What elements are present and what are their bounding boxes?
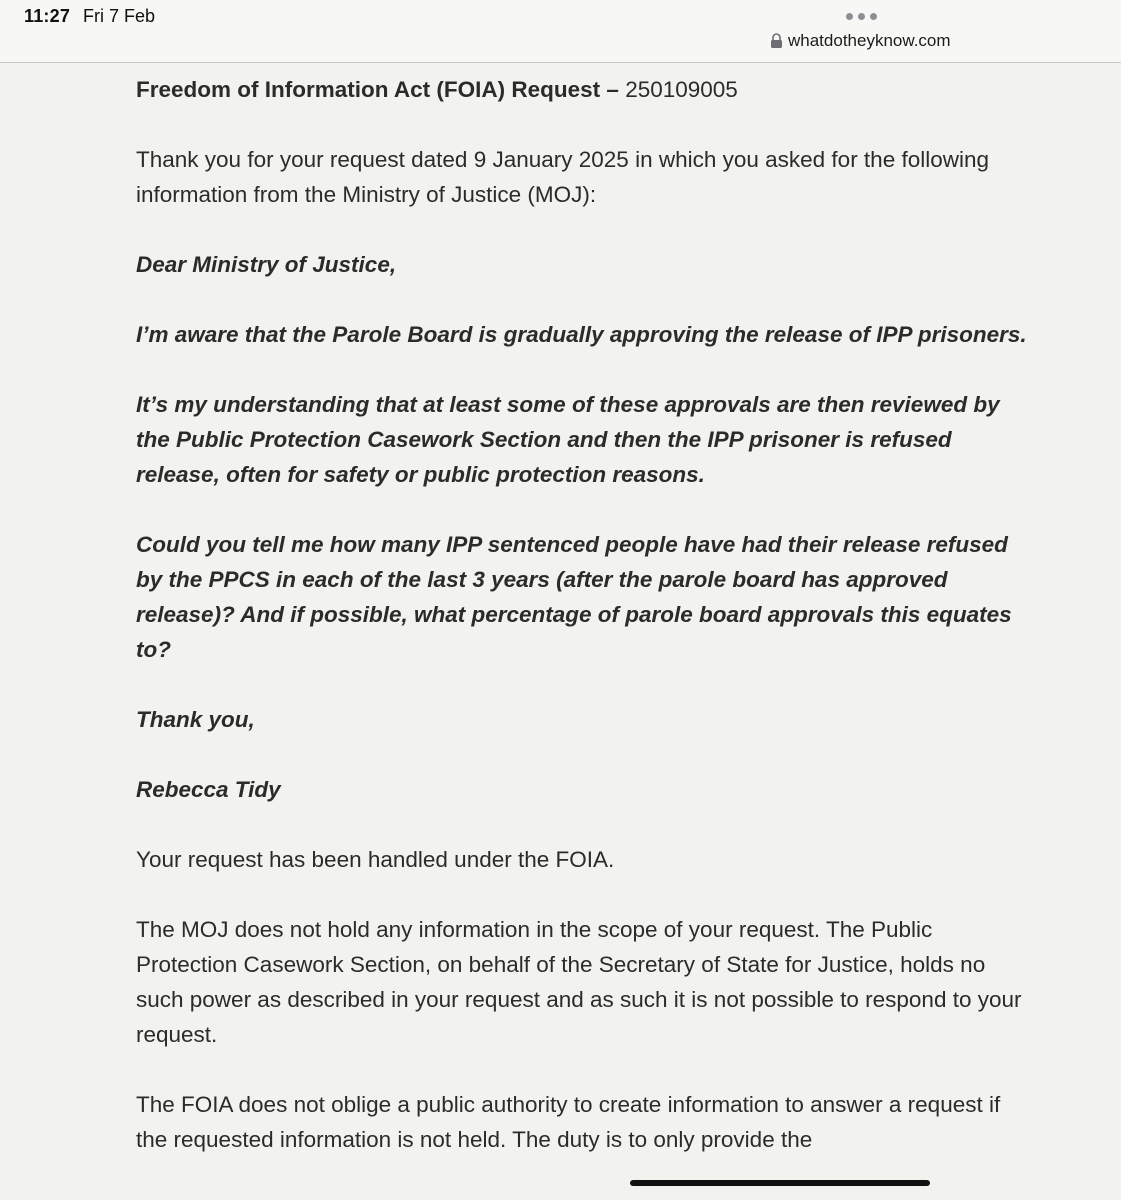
quote-name: Rebecca Tidy: [136, 777, 281, 802]
quote-paragraph-1: I’m aware that the Parole Board is gradually approving the release of IPP prisoners.: [136, 322, 1027, 347]
response-paragraph: The MOJ does not hold any information in the scope of your request. The Public Protection Casework Section, on behalf of the Secretary of State for Justice, holds no such power as described in your request and as such it is not possible to respond to your request.: [136, 917, 1022, 1047]
dot: [870, 13, 877, 20]
handled-paragraph: Your request has been handled under the FOIA.: [136, 847, 615, 872]
document-body: [136, 72, 1036, 1192]
status-bar: [0, 0, 1121, 63]
quote-paragraph-2: It’s my understanding that at least some of these approvals are then reviewed by the Public Protection Casework Section and then the IPP prisoner is refused release, often for safety or public protection reasons.: [136, 392, 1000, 487]
lock-icon: [770, 33, 783, 49]
document-title: [136, 72, 1036, 107]
url-text: whatdotheyknow.com: [788, 31, 951, 50]
home-indicator[interactable]: [630, 1180, 930, 1186]
quote-signoff: Thank you,: [136, 707, 255, 732]
dot: [846, 13, 853, 20]
address-bar[interactable]: [770, 31, 951, 51]
status-date: Fri 7 Feb: [83, 6, 156, 26]
request-reference: 250109005: [618, 77, 738, 102]
quote-greeting: Dear Ministry of Justice,: [136, 252, 397, 277]
quote-paragraph-3: Could you tell me how many IPP sentenced people have had their release refused by the PPCS in each of the last 3 years (after the parole board has approved release)? And if possible, what percentage of parole board approvals this equates to?: [136, 532, 1012, 662]
title-label: Freedom of Information Act (FOIA) Request –: [136, 77, 619, 102]
more-dots-icon[interactable]: [846, 13, 877, 20]
intro-paragraph: Thank you for your request dated 9 January 2025 in which you asked for the following information from the Ministry of Justice (MOJ):: [136, 147, 990, 207]
duty-paragraph: The FOIA does not oblige a public authority to create information to answer a request if the requested information is not held. The duty is to only provide the: [136, 1092, 1001, 1152]
status-time: 11:27: [24, 6, 71, 26]
dot: [858, 13, 865, 20]
